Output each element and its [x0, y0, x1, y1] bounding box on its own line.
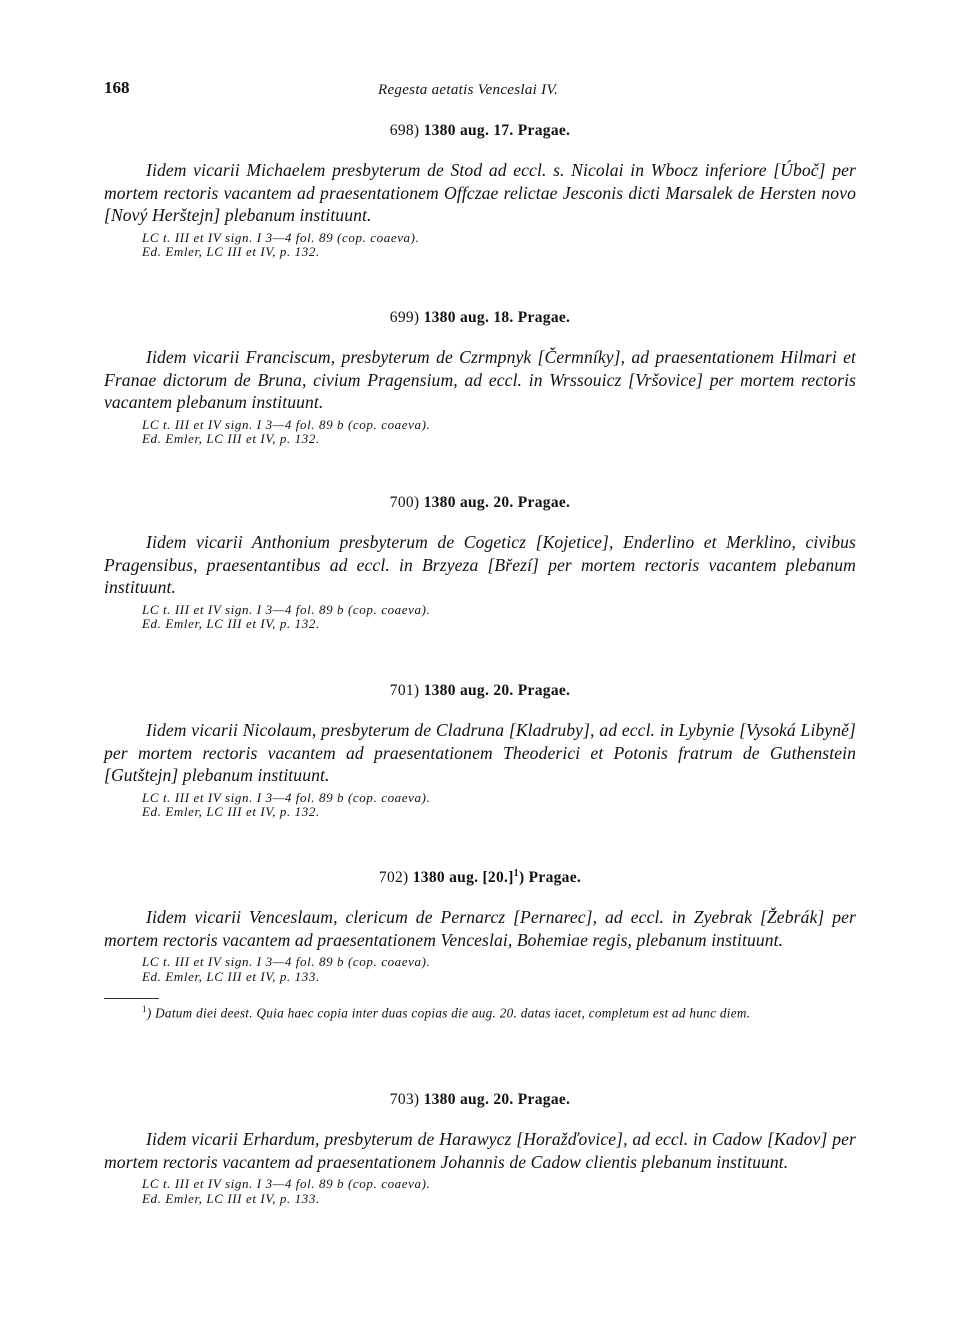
edition-reference: Ed. Emler, LC III et IV, p. 132.	[142, 616, 320, 631]
entry-698	[104, 122, 856, 260]
footnote	[104, 1001, 856, 1021]
entry-source	[142, 955, 856, 984]
edition-reference: Ed. Emler, LC III et IV, p. 132.	[142, 244, 320, 259]
entry-700	[104, 494, 856, 632]
entry-source	[142, 1177, 856, 1206]
footnote-reference: 1	[513, 868, 519, 879]
footnote-mark: 1	[142, 1004, 147, 1015]
entry-heading	[104, 868, 856, 887]
entry-703	[104, 1091, 856, 1206]
entry-699	[104, 309, 856, 447]
entry-date: 1380 aug. 20. Pragae.	[423, 1091, 571, 1108]
entry-date-main: 1380 aug. [20.]	[412, 869, 514, 887]
manuscript-source: LC t. III et IV sign. I 3—4 fol. 89 b (cop. coaeva).	[142, 789, 431, 805]
entry-body: Iidem vicarii Franciscum, presbyterum de Czrmpnyk [Čermníky], ad praesentationem Hilmari et Franae dictorum de Bruna, civium Pragensium, ad eccl. in Wrssouicz [Vršovice] per mortem rectoris vacantem plebanum instituunt.	[104, 347, 856, 412]
entry-date: 1380 aug. 17. Pragae.	[423, 122, 571, 139]
entry-number: 698)	[389, 122, 420, 139]
manuscript-source: LC t. III et IV sign. I 3—4 fol. 89 b (cop. coaeva).	[142, 416, 431, 432]
entry-701	[104, 682, 856, 820]
entry-number: 703)	[389, 1091, 420, 1108]
footnote-divider	[104, 998, 159, 999]
page-number: 168	[104, 78, 130, 97]
entry-source	[142, 418, 856, 447]
entry-body: Iidem vicarii Venceslaum, clericum de Pernarcz [Pernarec], ad eccl. in Zyebrak [Žebrák] per mortem rectoris vacantem ad praesentationem Venceslai, Bohemiae regis, plebanum instituunt.	[104, 907, 856, 950]
entry-source	[142, 231, 856, 260]
entry-date: 1380 aug. 20. Pragae.	[423, 494, 571, 511]
running-head: Regesta aetatis Venceslai IV.	[378, 82, 559, 98]
entry-date-place: ) Pragae.	[518, 869, 582, 887]
entry-source	[142, 603, 856, 632]
edition-reference: Ed. Emler, LC III et IV, p. 132.	[142, 431, 320, 446]
footnote-text: ) Datum diei deest. Quia haec copia inter duas copias die aug. 20. datas iacet, completum est ad hunc diem.	[146, 1005, 751, 1021]
entry-body: Iidem vicarii Anthonium presbyterum de Cogeticz [Kojetice], Enderlino et Merklino, civibus Pragensibus, praesentantibus ad eccl. in Brzyeza [Březí] per mortem rectoris vacantem plebanum instituunt.	[104, 532, 856, 597]
edition-reference: Ed. Emler, LC III et IV, p. 133.	[142, 1190, 320, 1206]
entry-date: 1380 aug. 18. Pragae.	[423, 309, 571, 326]
entry-number: 701)	[389, 682, 420, 699]
entry-date	[413, 869, 581, 886]
entry-heading	[104, 682, 856, 700]
entry-body: Iidem vicarii Michaelem presbyterum de Stod ad eccl. s. Nicolai in Wbocz inferiore [Úboč] per mortem rectoris vacantem ad praesentationem Offczae relictae Jesconis dicti Marsalek de Hersten novo [Nový Herštejn] plebanum instituunt.	[104, 160, 856, 225]
entry-number: 699)	[389, 309, 420, 326]
edition-reference: Ed. Emler, LC III et IV, p. 132.	[142, 804, 320, 819]
entry-heading	[104, 1091, 856, 1109]
entry-number: 700)	[389, 494, 420, 511]
manuscript-source: LC t. III et IV sign. I 3—4 fol. 89 b (cop. coaeva).	[142, 954, 431, 970]
entry-heading	[104, 309, 856, 327]
edition-reference: Ed. Emler, LC III et IV, p. 133.	[142, 968, 320, 984]
entry-source	[142, 791, 856, 820]
entry-body: Iidem vicarii Erhardum, presbyterum de Harawycz [Horažďovice], ad eccl. in Cadow [Kadov] per mortem rectoris vacantem ad praesentationem Johannis de Cadow clientis plebanum instituunt.	[104, 1129, 856, 1172]
entry-702	[104, 868, 856, 1022]
manuscript-source: LC t. III et IV sign. I 3—4 fol. 89 b (cop. coaeva).	[142, 601, 431, 617]
entry-body: Iidem vicarii Nicolaum, presbyterum de Cladruna [Kladruby], ad eccl. in Lybynie [Vysoká Libyně] per mortem rectoris vacantem ad praesentationem Theoderici et Potonis fratrum de Guthenstein [Gutštejn] plebanum instituunt.	[104, 720, 856, 785]
entry-number: 702)	[378, 869, 409, 887]
manuscript-source: LC t. III et IV sign. I 3—4 fol. 89 (cop. coaeva).	[142, 229, 420, 245]
entry-date: 1380 aug. 20. Pragae.	[423, 682, 571, 699]
entry-heading	[104, 494, 856, 512]
manuscript-source: LC t. III et IV sign. I 3—4 fol. 89 b (cop. coaeva).	[142, 1176, 431, 1191]
entry-heading	[104, 122, 856, 140]
